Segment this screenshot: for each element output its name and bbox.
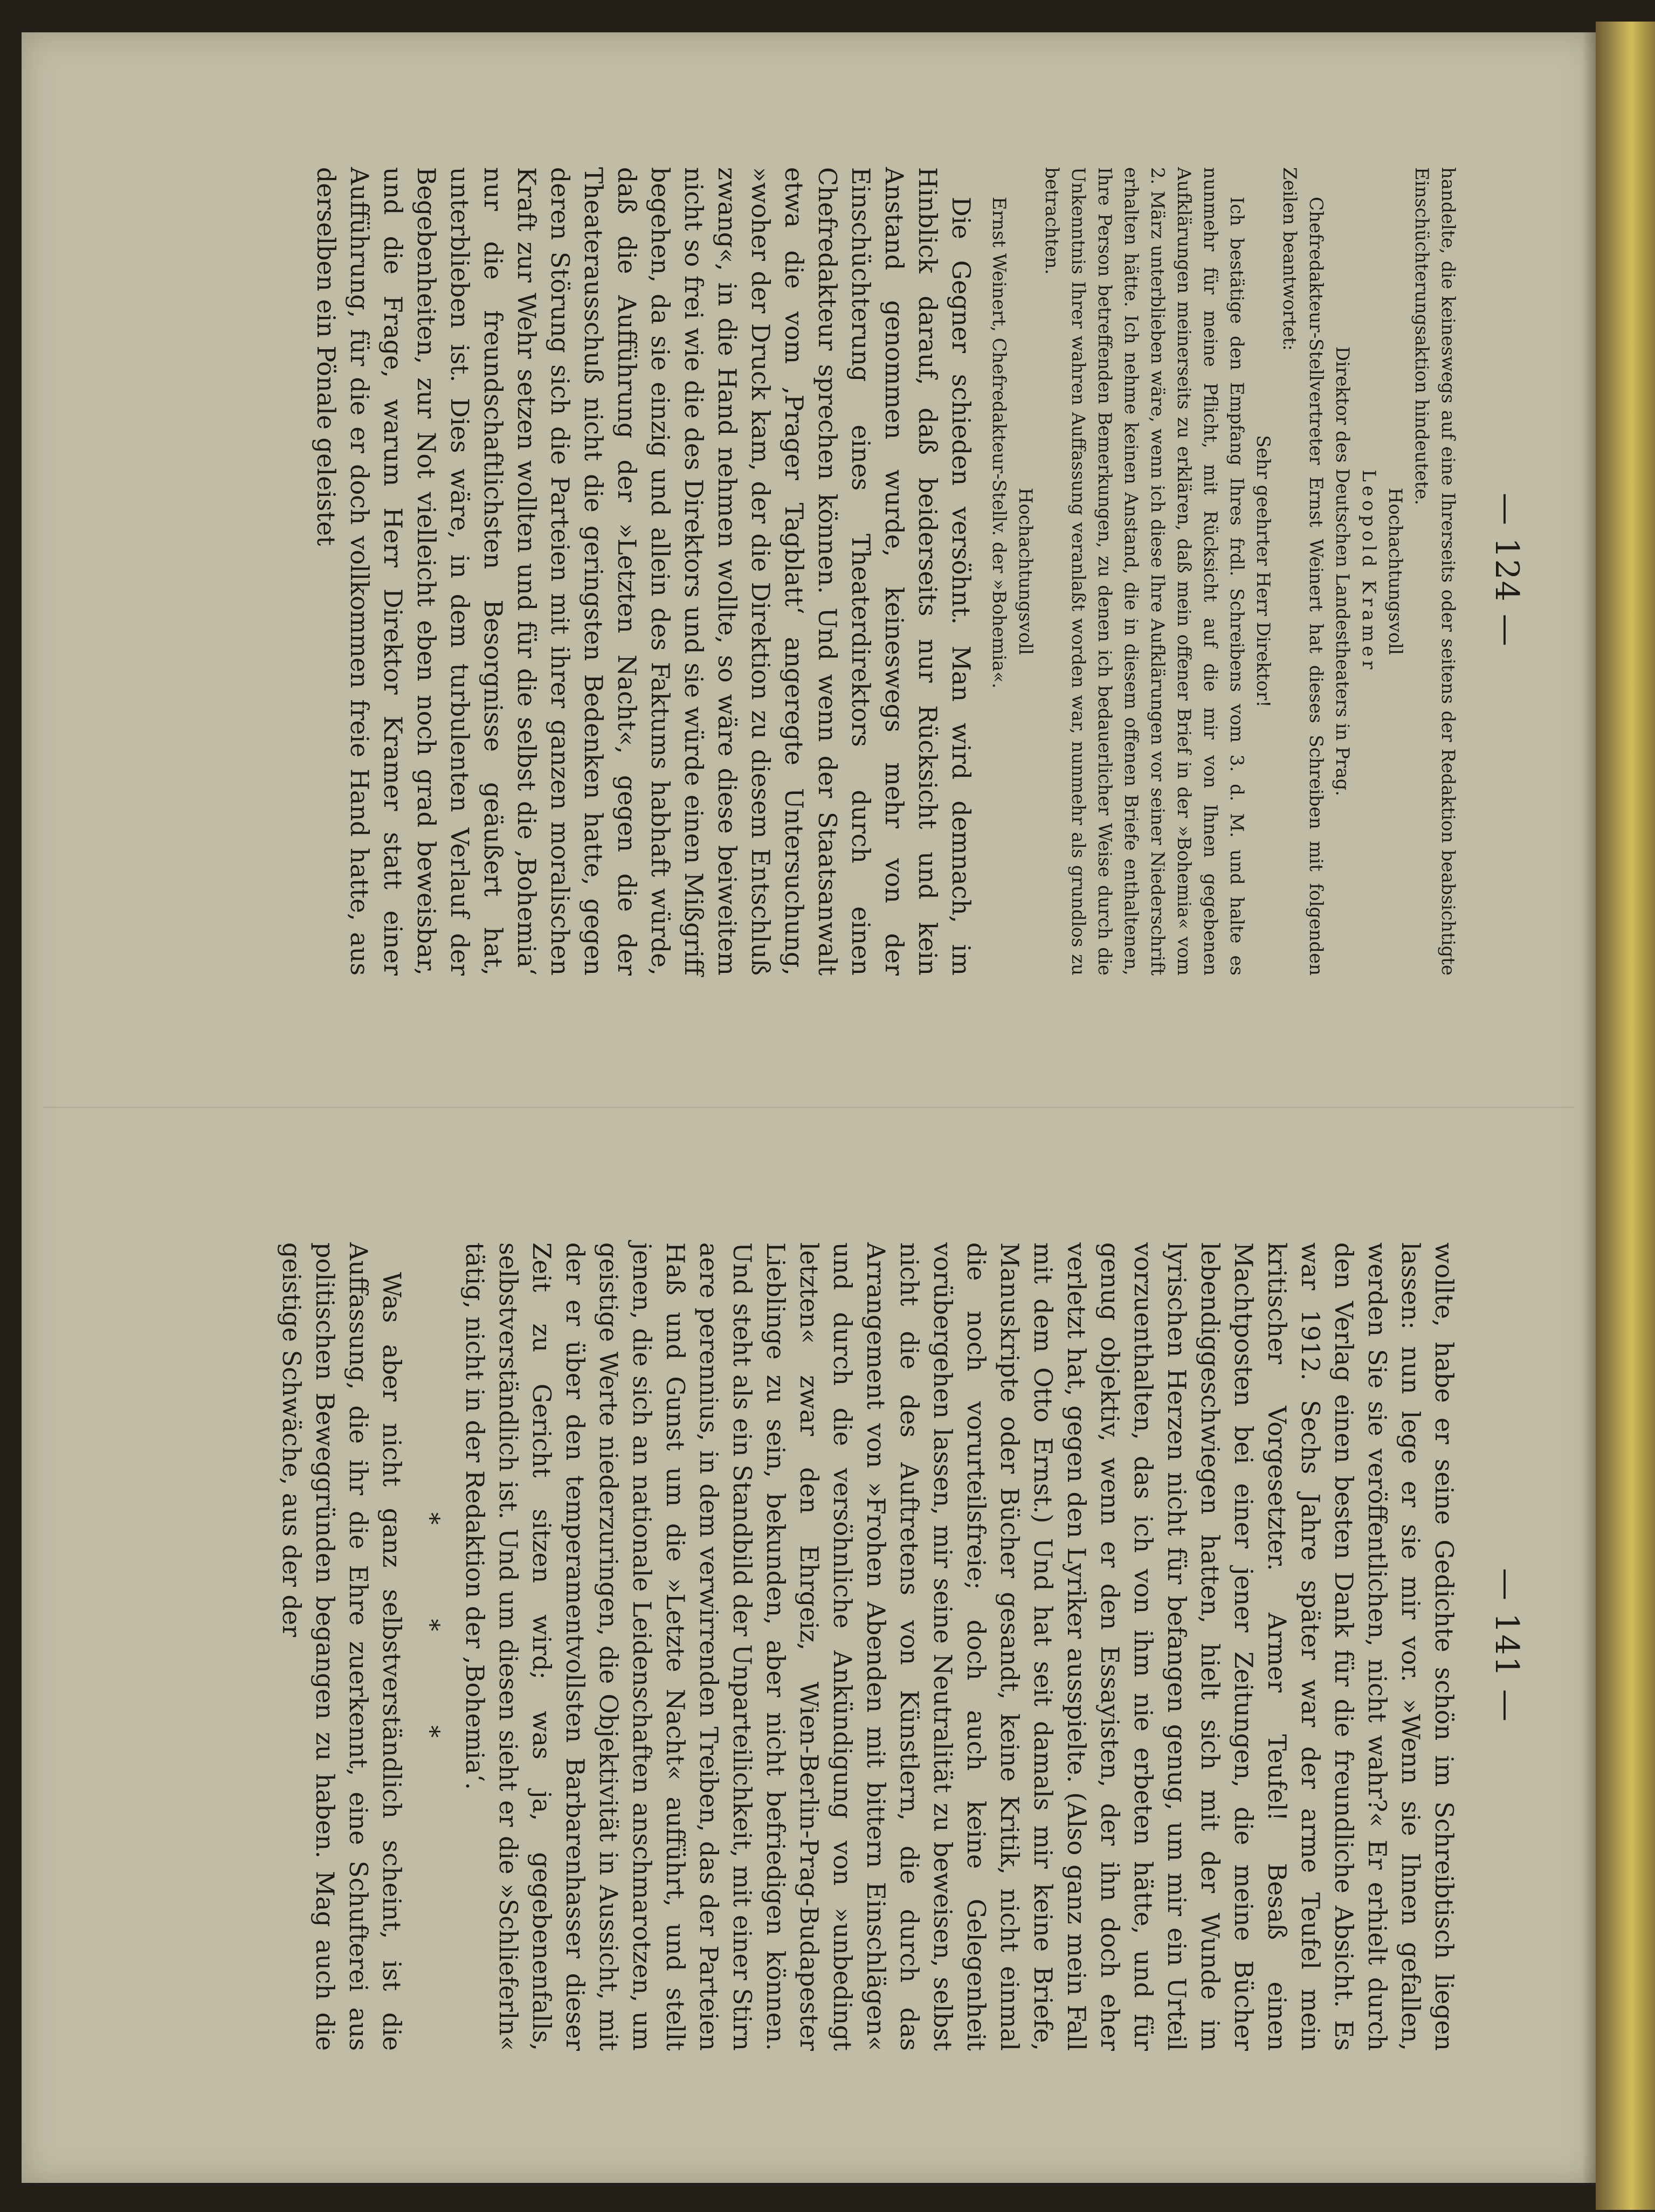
signature-name: Leopold Kramer	[1358, 469, 1380, 673]
page-141-text	[275, 1242, 1461, 2051]
salutation: Sehr geehrter Herr Direktor!	[1252, 435, 1274, 708]
section-divider	[414, 1242, 447, 2051]
closing-greeting: Hochachtungsvoll	[1015, 487, 1036, 655]
paragraph: handelte, die keineswegs auf eine Ihrerseits oder seitens der Redaktion beabsichtigte Einschüchterungsaktion hindeutete.	[1411, 167, 1459, 976]
asterisk: *	[416, 1512, 445, 1568]
paragraph: Die Gegner schieden versöhnt. Man wird demnach, im Hinblick darauf, daß beiderseits nur Rücksicht und kein Anstand genommen wurde, keineswegs mehr von der Einschüchterung eines Theaterdirektors durch einen Chefredakteur sprechen können. Und wenn der Staatsanwalt etwa die vom ‚Prager Tagblatt‘ angeregte Untersuchung, »woher der Druck kam, der die Direktion zu diesem Entschluß zwang«, in die Hand nehmen wollte, so wäre diese beiweitem nicht so frei wie die des Direktors und sie würde einen Mißgriff begehen, da sie einzig und allein des Faktums habhaft würde, daß die Aufführung der »Letzten Nacht«, gegen die der Theaterausschuß nicht die geringsten Bedenken hatte, gegen deren Störung sich die Parteien mit ihrer ganzen moralischen Kraft zur Wehr setzen wollten und für die selbst die ‚Bohemia‘ nur die freundschaftlichsten Besorgnisse geäußert hat, unterblieben ist. Dies wäre, in dem turbulenten Verlauf der Begebenheiten, zur Not vielleicht eben noch grad beweisbar, und die Frage, warum Herr Direktor Kramer statt einer Aufführung, für die er doch vollkommen freie Hand hatte, aus derselben ein Pönale geleistet	[312, 167, 976, 976]
signature-name: Ernst Weinert, Chefredakteur-Stellv. der »Bohemia«.	[988, 197, 1010, 689]
letter-body: Ich bestätige den Empfang Ihres frdl. Schreibens vom 3. d. M. und halte es nunmehr für meine Pflicht, mit Rücksicht auf die mir von Ihnen gegebenen Aufklärungen meinerseits zu erklären, daß mein offener Brief in der »Bohemia« vom 2. März unterblieben wäre, wenn ich diese Ihre Aufklärungen vor seiner Niederschrift erhalten hätte. Ich nehme keinen Anstand, die in diesem offenen Briefe enthaltenen, Ihre Person betreffenden Bemerkungen, zu denen ich bedauerlicher Weise durch die Unkenntnis Ihrer wahren Auffassung veranlaßt worden war, nunmehr als grundlos zu betrachten.	[1041, 167, 1247, 976]
closing-greeting: Hochachtungsvoll	[1384, 487, 1406, 655]
page-124-text	[309, 167, 1461, 976]
paragraph: wollte, habe er seine Gedichte schön im Schreibtisch liegen lassen: nun lege er sie mir vor. »Wenn sie Ihnen gefallen, werden Sie sie veröffentlichen, nicht wahr?« Er erhielt durch den Verlag einen besten Dank für die freundliche Absicht. Es war 1912. Sechs Jahre später war der arme Teufel mein kritischer Vorgesetzter. Armer Teufel! Besaß einen Machtposten bei einer jener Zeitungen, die meine Bücher lebendiggeschwiegen hatten, hielt sich mit der Wunde im lyrischen Herzen nicht für befangen genug, um mir ein Urteil vorzuenthalten, das ich von ihm nie erbeten hätte, und für genug objektiv, wenn er den Essayisten, der ihn doch eher verletzt hat, gegen den Lyriker ausspielte. (Also ganz mein Fall mit dem Otto Ernst.) Und hat seit damals mir keine Briefe, Manuskripte oder Bücher gesandt, keine Kritik, nicht einmal die noch vorurteilsfreie; doch auch keine Gelegenheit vorübergehen lassen, mir seine Neutralität zu beweisen, selbst nicht die des Auftretens von Künstlern, die durch das Arrangement von »Frohen Abenden mit bittern Einschlägen« und durch die versöhnliche Ankündigung von »unbedingt letzten« zwar den Ehrgeiz, Wien-Berlin-Prag-Budapester Lieblinge zu sein, bekunden, aber nicht befriedigen können. Und steht als ein Standbild der Unparteilichkeit, mit einer Stirn aere perennius, in dem verwirrenden Treiben, das der Parteien Haß und Gunst um die »Letzte Nacht« aufführt, und stellt jenen, die sich an nationale Leidenschaften anschmarotzen, um geistige Werte niederzuringen, die Objektivität in Aussicht, mit der er über den temperamentvollsten Barbarenhasser dieser Zeit zu Gericht sitzen wird; was ja, gegebenenfalls, selbstverständlich ist. Und um diesen sieht er die »Schlieferln« tätig, nicht in der Redaktion der ‚Bohemia‘.	[460, 1242, 1459, 2051]
paragraph: Was aber nicht ganz selbstverständlich scheint, ist die Auffassung, die ihr die Ehre zuerkennt, eine Schufterei aus politischen Beweggründen begangen zu haben. Mag auch die geistige Schwäche, aus der der	[277, 1242, 406, 2051]
page-number: — 141 —	[1488, 1568, 1526, 1723]
signature-title: Direktor des Deutschen Landestheaters in Prag.	[1332, 346, 1353, 797]
page-edges	[1596, 22, 1655, 2210]
paragraph: Chefredakteur-Stellvertreter Ernst Weinert hat dieses Schreiben mit folgenden Zeilen beantwortet:	[1279, 167, 1327, 976]
asterisk: *	[416, 1619, 445, 1675]
asterisk: *	[416, 1725, 445, 1781]
page-number: — 124 —	[1488, 493, 1526, 647]
page-141	[22, 1108, 1596, 2183]
rotated-spread	[22, 32, 1596, 2183]
page-124	[22, 32, 1596, 1108]
